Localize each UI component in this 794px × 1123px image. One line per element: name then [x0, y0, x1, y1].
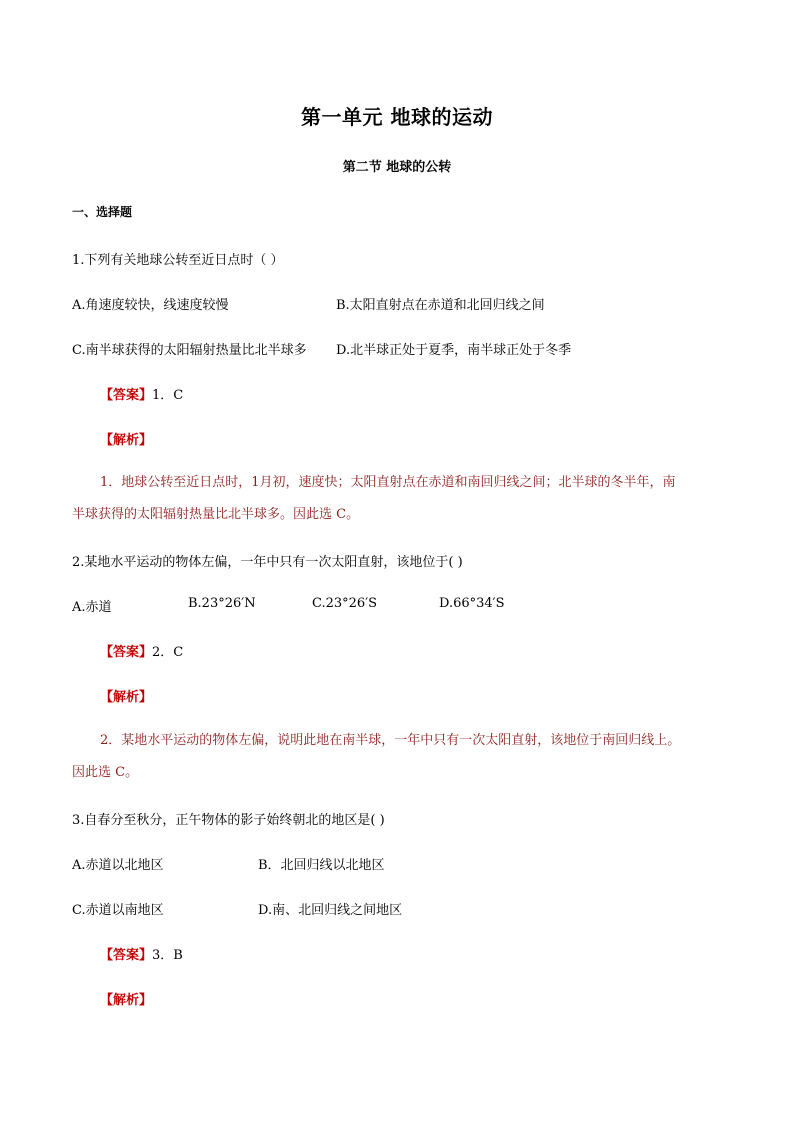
option-b: B.23°26′N — [188, 596, 256, 611]
analysis-label: 【解析】 — [100, 993, 153, 1008]
analysis-text-line1: 1．地球公转至近日点时，1月初，速度快；太阳直射点在赤道和南回归线之间；北半球的冬半年，南 — [100, 475, 676, 490]
question-type-heading: 一、选择题 — [72, 205, 133, 219]
option-c: C.23°26′S — [312, 596, 378, 611]
question-stem: 2.某地水平运动的物体左偏，一年中只有一次太阳直射，该地位于( ) — [72, 555, 463, 570]
answer-line — [100, 944, 183, 963]
answer-value: 3．B — [152, 948, 183, 963]
option-a: A.角速度较快，线速度较慢 — [72, 298, 229, 313]
question-stem: 3.自春分至秋分，正午物体的影子始终朝北的地区是( ) — [72, 813, 385, 828]
question-stem: 1.下列有关地球公转至近日点时（ ） — [72, 253, 284, 268]
main-title: 第一单元 地球的运动 — [301, 105, 493, 129]
analysis-text-line2: 半球获得的太阳辐射热量比北半球多。因此选 C。 — [72, 507, 360, 522]
analysis-label: 【解析】 — [100, 433, 153, 448]
answer-label: 【答案】 — [100, 645, 153, 660]
answer-line — [100, 641, 183, 660]
option-b: B．北回归线以北地区 — [258, 858, 385, 873]
answer-label: 【答案】 — [100, 948, 153, 963]
answer-label: 【答案】 — [100, 388, 153, 403]
option-c: C.南半球获得的太阳辐射热量比北半球多 — [72, 343, 307, 358]
option-d: D.南、北回归线之间地区 — [258, 903, 403, 918]
option-a: A.赤道以北地区 — [72, 858, 164, 873]
option-d: D.北半球正处于夏季，南半球正处于冬季 — [336, 343, 572, 358]
analysis-label: 【解析】 — [100, 690, 153, 705]
section-subtitle: 第二节 地球的公转 — [342, 160, 452, 175]
option-c: C.赤道以南地区 — [72, 903, 164, 918]
analysis-text-line1: 2．某地水平运动的物体左偏，说明此地在南半球，一年中只有一次太阳直射，该地位于南回归线上。 — [100, 733, 681, 748]
answer-value: 2．C — [152, 645, 184, 660]
option-a: A.赤道 — [72, 600, 112, 615]
analysis-text-line2: 因此选 C。 — [72, 765, 139, 780]
answer-line — [100, 384, 183, 403]
option-b: B.太阳直射点在赤道和北回归线之间 — [336, 298, 545, 313]
option-d: D.66°34′S — [439, 596, 505, 611]
answer-value: 1．C — [152, 388, 184, 403]
